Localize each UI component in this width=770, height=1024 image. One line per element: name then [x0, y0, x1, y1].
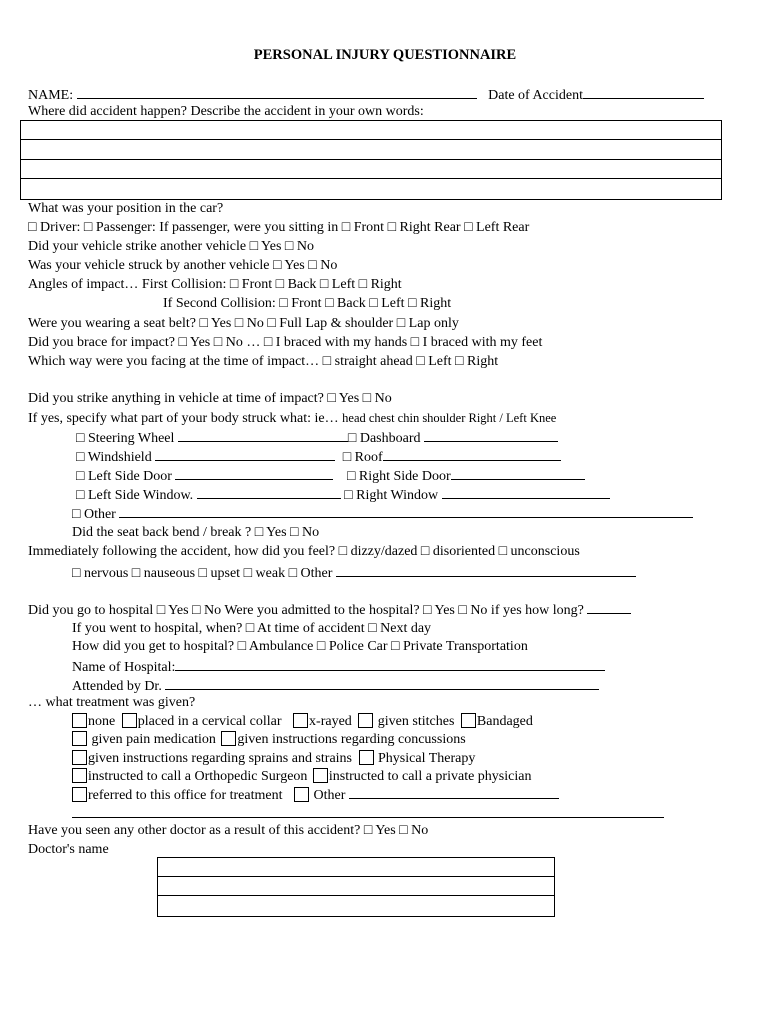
- steering-wheel-option[interactable]: □ Steering Wheel: [76, 431, 175, 446]
- windshield-line[interactable]: [76, 448, 561, 466]
- right-window-field[interactable]: [442, 486, 610, 499]
- attended-field[interactable]: [165, 677, 599, 690]
- treatment-row-2[interactable]: [72, 731, 466, 748]
- struck-by-question[interactable]: Was your vehicle struck by another vehicle □ Yes □ No: [28, 258, 338, 273]
- roof-option[interactable]: □ Roof: [342, 450, 383, 465]
- left-window-field[interactable]: [197, 486, 341, 499]
- checkbox[interactable]: [72, 750, 87, 765]
- description-row[interactable]: [21, 140, 721, 160]
- checkbox[interactable]: [359, 750, 374, 765]
- treatment-row-5[interactable]: [72, 786, 559, 804]
- other-doctor-question[interactable]: Have you seen any other doctor as a result of this accident? □ Yes □ No: [28, 823, 429, 838]
- stay-length-field[interactable]: [587, 601, 631, 614]
- name-label: NAME:: [28, 88, 74, 103]
- right-door-option[interactable]: □ Right Side Door: [346, 469, 451, 484]
- page-title: PERSONAL INJURY QUESTIONNAIRE: [253, 47, 517, 63]
- second-collision[interactable]: If Second Collision: □ Front □ Back □ Left □ Right: [163, 296, 452, 311]
- when-question[interactable]: If you went to hospital, when? □ At time of accident □ Next day: [72, 621, 432, 636]
- checkbox[interactable]: [293, 713, 308, 728]
- treatment-xray: x-rayed: [309, 714, 352, 729]
- steering-wheel-line[interactable]: [76, 429, 558, 447]
- hospital-name-line[interactable]: [72, 658, 605, 676]
- treatment-collar: placed in a cervical collar: [137, 714, 282, 729]
- hospital-line[interactable]: [28, 601, 631, 619]
- date-label: Date of Accident: [488, 88, 583, 103]
- checkbox[interactable]: [358, 713, 373, 728]
- doctor-name-row[interactable]: [158, 877, 554, 896]
- facing-question[interactable]: Which way were you facing at the time of impact… □ straight ahead □ Left □ Right: [28, 354, 499, 369]
- brace-question[interactable]: Did you brace for impact? □ Yes □ No … □ I braced with my hands □ I braced with my feet: [28, 335, 543, 350]
- roof-field[interactable]: [383, 448, 561, 461]
- other-field[interactable]: [119, 505, 693, 518]
- windshield-field[interactable]: [155, 448, 335, 461]
- position-question: What was your position in the car?: [28, 201, 224, 216]
- feel-options[interactable]: □ nervous □ nauseous □ upset □ weak □ Other: [72, 566, 333, 581]
- doctor-name-box[interactable]: [157, 857, 555, 917]
- hospital-name-label: Name of Hospital:: [72, 660, 176, 675]
- treatment-row-4[interactable]: [72, 768, 531, 785]
- treatment-concussion: given instructions regarding concussions: [237, 732, 466, 747]
- treatment-other-field[interactable]: [349, 786, 559, 799]
- right-window-option[interactable]: □ Right Window: [344, 488, 439, 503]
- description-row[interactable]: [21, 160, 721, 179]
- left-door-field[interactable]: [175, 467, 333, 480]
- left-window-option[interactable]: □ Left Side Window.: [76, 488, 194, 503]
- hospital-name-field[interactable]: [175, 658, 605, 671]
- steering-wheel-field[interactable]: [178, 429, 348, 442]
- position-options[interactable]: □ Driver: □ Passenger: If passenger, were you sitting in □ Front □ Right Rear □ Left Rear: [28, 220, 530, 235]
- attended-label: Attended by Dr.: [72, 679, 162, 694]
- description-row[interactable]: [21, 121, 721, 140]
- right-door-field[interactable]: [451, 467, 585, 480]
- name-field[interactable]: [77, 86, 477, 99]
- treatment-referred: referred to this office for treatment: [88, 788, 283, 803]
- strike-anything-question[interactable]: Did you strike anything in vehicle at time of impact? □ Yes □ No: [28, 391, 392, 406]
- strike-other-question[interactable]: Did your vehicle strike another vehicle □ Yes □ No: [28, 239, 314, 254]
- checkbox[interactable]: [72, 787, 87, 802]
- left-window-line[interactable]: [76, 486, 610, 504]
- other-option[interactable]: □ Other: [72, 507, 116, 522]
- attended-line[interactable]: [72, 677, 599, 695]
- treatment-stitches: given stitches: [374, 714, 455, 729]
- treatment-other: Other: [309, 788, 346, 803]
- hospital-question[interactable]: Did you go to hospital □ Yes □ No Were you admitted to the hospital? □ Yes □ No if yes how long?: [28, 603, 584, 618]
- checkbox[interactable]: [72, 768, 87, 783]
- doctor-name-label: Doctor's name: [28, 842, 109, 857]
- name-line: [28, 86, 704, 104]
- seat-back-question[interactable]: Did the seat back bend / break ? □ Yes □ No: [72, 525, 320, 540]
- feel-other-field[interactable]: [336, 564, 636, 577]
- other-line[interactable]: [72, 505, 693, 523]
- seatbelt-question[interactable]: Were you wearing a seat belt? □ Yes □ No □ Full Lap & shoulder □ Lap only: [28, 316, 459, 331]
- checkbox[interactable]: [294, 787, 309, 802]
- body-struck-examples: head chest chin shoulder Right / Left Knee: [342, 411, 557, 425]
- treatment-row-3[interactable]: [72, 750, 475, 767]
- checkbox[interactable]: [221, 731, 236, 746]
- windshield-option[interactable]: □ Windshield: [76, 450, 152, 465]
- treatment-pain: given pain medication: [88, 732, 216, 747]
- first-collision[interactable]: Angles of impact… First Collision: □ Front □ Back □ Left □ Right: [28, 277, 402, 292]
- doctor-name-row[interactable]: [158, 858, 554, 877]
- description-box[interactable]: [20, 120, 722, 200]
- treatment-question: … what treatment was given?: [28, 695, 196, 710]
- treatment-none: none: [88, 714, 116, 729]
- checkbox[interactable]: [461, 713, 476, 728]
- left-door-line[interactable]: [76, 467, 585, 485]
- checkbox[interactable]: [313, 768, 328, 783]
- treatment-extra-line[interactable]: [72, 817, 664, 818]
- treatment-row-1[interactable]: [72, 713, 533, 730]
- checkbox[interactable]: [72, 731, 87, 746]
- feel-options-line[interactable]: [72, 564, 636, 582]
- where-label: Where did accident happen? Describe the accident in your own words:: [28, 104, 424, 119]
- feel-question[interactable]: Immediately following the accident, how did you feel? □ dizzy/dazed □ disoriented □ unconscious: [28, 544, 580, 559]
- treatment-private: instructed to call a private physician: [328, 769, 532, 784]
- body-struck-line: [28, 410, 556, 427]
- dashboard-field[interactable]: [424, 429, 558, 442]
- doctor-name-row[interactable]: [158, 896, 554, 914]
- treatment-pt: Physical Therapy: [374, 751, 476, 766]
- dashboard-option[interactable]: □ Dashboard: [347, 431, 421, 446]
- checkbox[interactable]: [122, 713, 137, 728]
- body-struck-label: If yes, specify what part of your body struck what: ie…: [28, 411, 343, 426]
- description-row[interactable]: [21, 179, 721, 198]
- treatment-ortho: instructed to call a Orthopedic Surgeon: [88, 769, 308, 784]
- checkbox[interactable]: [72, 713, 87, 728]
- how-question[interactable]: How did you get to hospital? □ Ambulance □ Police Car □ Private Transportation: [72, 639, 528, 654]
- treatment-sprains: given instructions regarding sprains and strains: [88, 751, 353, 766]
- date-field[interactable]: [583, 86, 704, 99]
- left-door-option[interactable]: □ Left Side Door: [76, 469, 172, 484]
- treatment-bandaged: Bandaged: [476, 714, 533, 729]
